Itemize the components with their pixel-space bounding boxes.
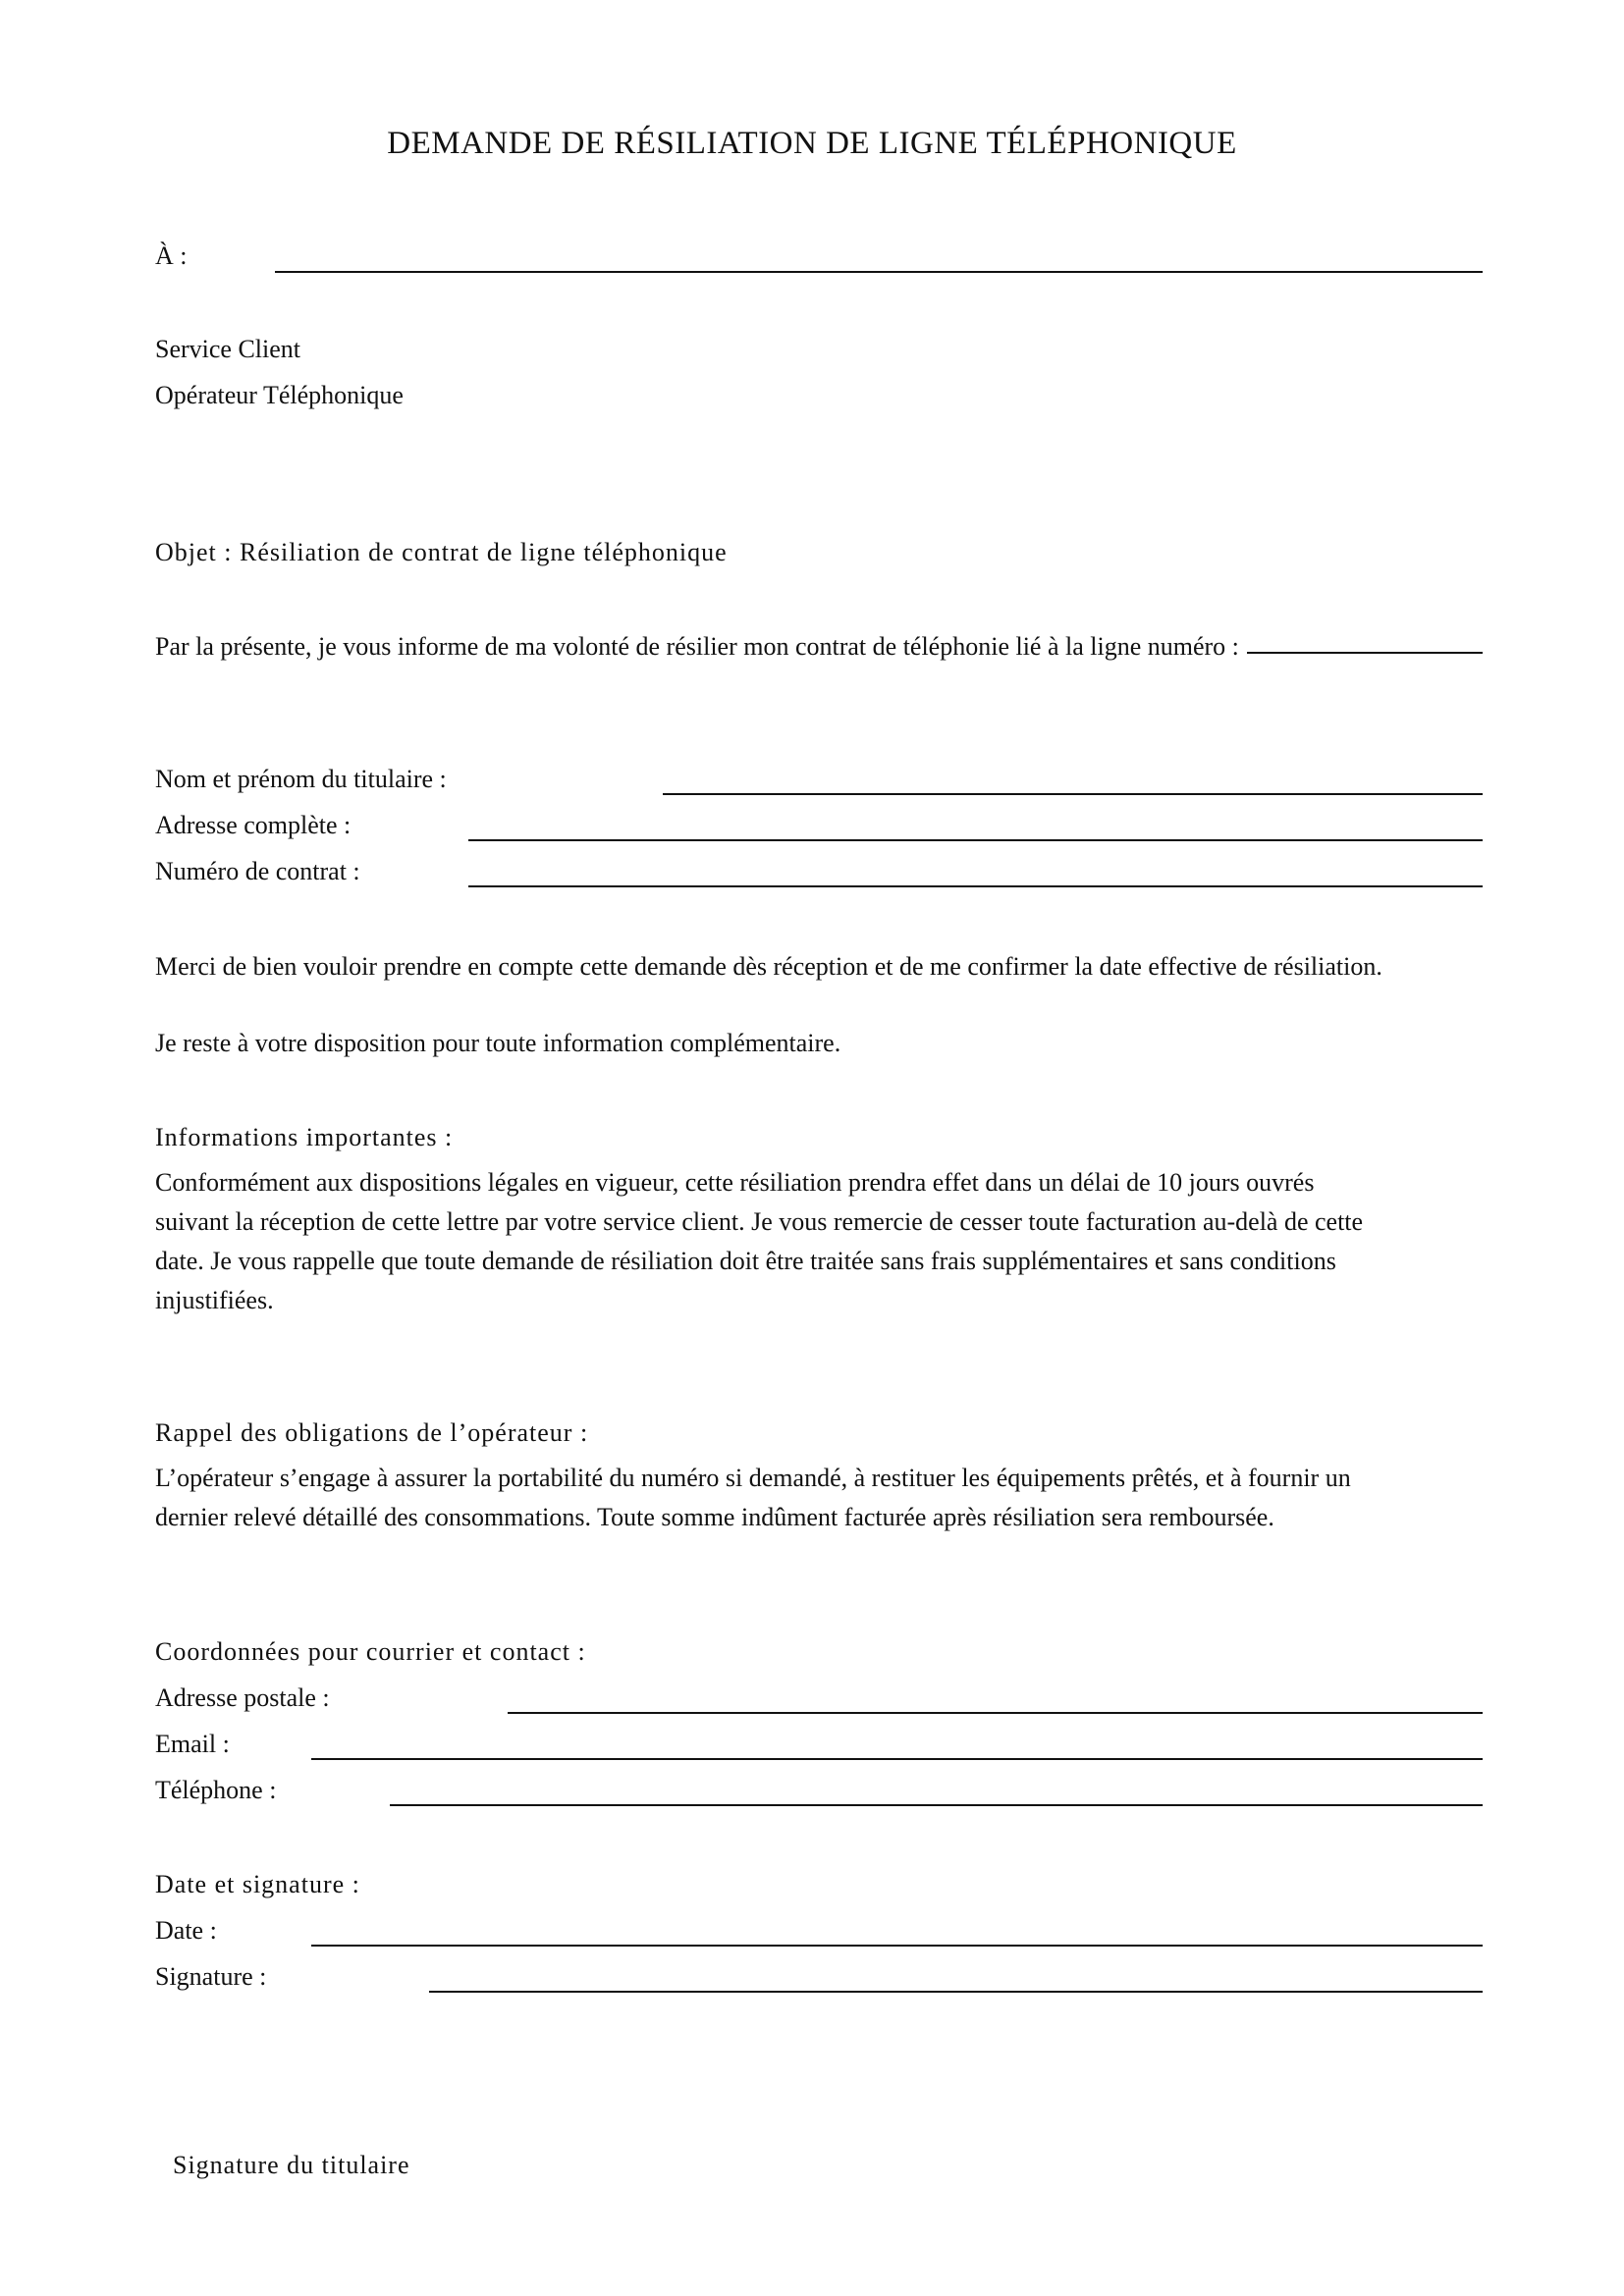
email-label: Email :	[155, 1730, 230, 1758]
request-text: Merci de bien vouloir prendre en compte cette demande dès réception et de me confirmer la date effective de résiliation.	[155, 952, 1382, 981]
signature-blank-line[interactable]	[429, 1991, 1483, 1993]
signature-label: Signature :	[155, 1962, 267, 1991]
important-heading: Informations importantes :	[155, 1123, 454, 1151]
holder-signature-caption: Signature du titulaire	[173, 2151, 410, 2179]
subject-line: Objet : Résiliation de contrat de ligne téléphonique	[155, 538, 728, 566]
important-line-2: suivant la réception de cette lettre par votre service client. Je vous remercie de cesser toute facturation au-delà de cette	[155, 1207, 1364, 1236]
obligations-line-1: L’opérateur s’engage à assurer la portabilité du numéro si demandé, à restituer les équipements prêtés, et à fournir un	[155, 1464, 1351, 1492]
line-number-blank-line[interactable]	[1247, 652, 1483, 654]
holder-contract-blank-line[interactable]	[468, 885, 1483, 887]
contact-heading: Coordonnées pour courrier et contact :	[155, 1637, 586, 1666]
important-line-3: date. Je vous rappelle que toute demande de résiliation doit être traitée sans frais supplémentaires et sans conditions	[155, 1247, 1336, 1275]
postal-address-blank-line[interactable]	[508, 1712, 1483, 1714]
obligations-line-2: dernier relevé détaillé des consommations. Toute somme indûment facturée après résiliation sera remboursée.	[155, 1503, 1274, 1531]
important-line-1: Conformément aux dispositions légales en vigueur, cette résiliation prendra effet dans un délai de 10 jours ouvrés	[155, 1168, 1315, 1197]
intro-text: Par la présente, je vous informe de ma volonté de résilier mon contrat de téléphonie lié à la ligne numéro :	[155, 632, 1239, 661]
postal-address-label: Adresse postale :	[155, 1683, 330, 1712]
availability-text: Je reste à votre disposition pour toute information complémentaire.	[155, 1029, 841, 1057]
phone-blank-line[interactable]	[390, 1804, 1483, 1806]
holder-address-label: Adresse complète :	[155, 811, 352, 839]
holder-contract-label: Numéro de contrat :	[155, 857, 360, 885]
important-paragraph	[155, 1163, 1363, 1320]
holder-address-blank-line[interactable]	[468, 839, 1483, 841]
document-title: DEMANDE DE RÉSILIATION DE LIGNE TÉLÉPHONIQUE	[387, 126, 1237, 161]
date-blank-line[interactable]	[311, 1945, 1483, 1947]
important-line-4: injustifiées.	[155, 1286, 274, 1314]
obligations-heading: Rappel des obligations de l’opérateur :	[155, 1418, 589, 1447]
date-signature-heading: Date et signature :	[155, 1870, 360, 1898]
date-label: Date :	[155, 1916, 217, 1945]
holder-name-blank-line[interactable]	[663, 793, 1483, 795]
recipient-line-service: Service Client	[155, 335, 301, 363]
holder-name-label: Nom et prénom du titulaire :	[155, 765, 447, 793]
recipient-label: À :	[155, 241, 188, 270]
recipient-blank-line[interactable]	[275, 271, 1483, 273]
email-blank-line[interactable]	[311, 1758, 1483, 1760]
recipient-line-operator: Opérateur Téléphonique	[155, 381, 404, 409]
phone-label: Téléphone :	[155, 1776, 277, 1804]
obligations-paragraph	[155, 1459, 1351, 1537]
